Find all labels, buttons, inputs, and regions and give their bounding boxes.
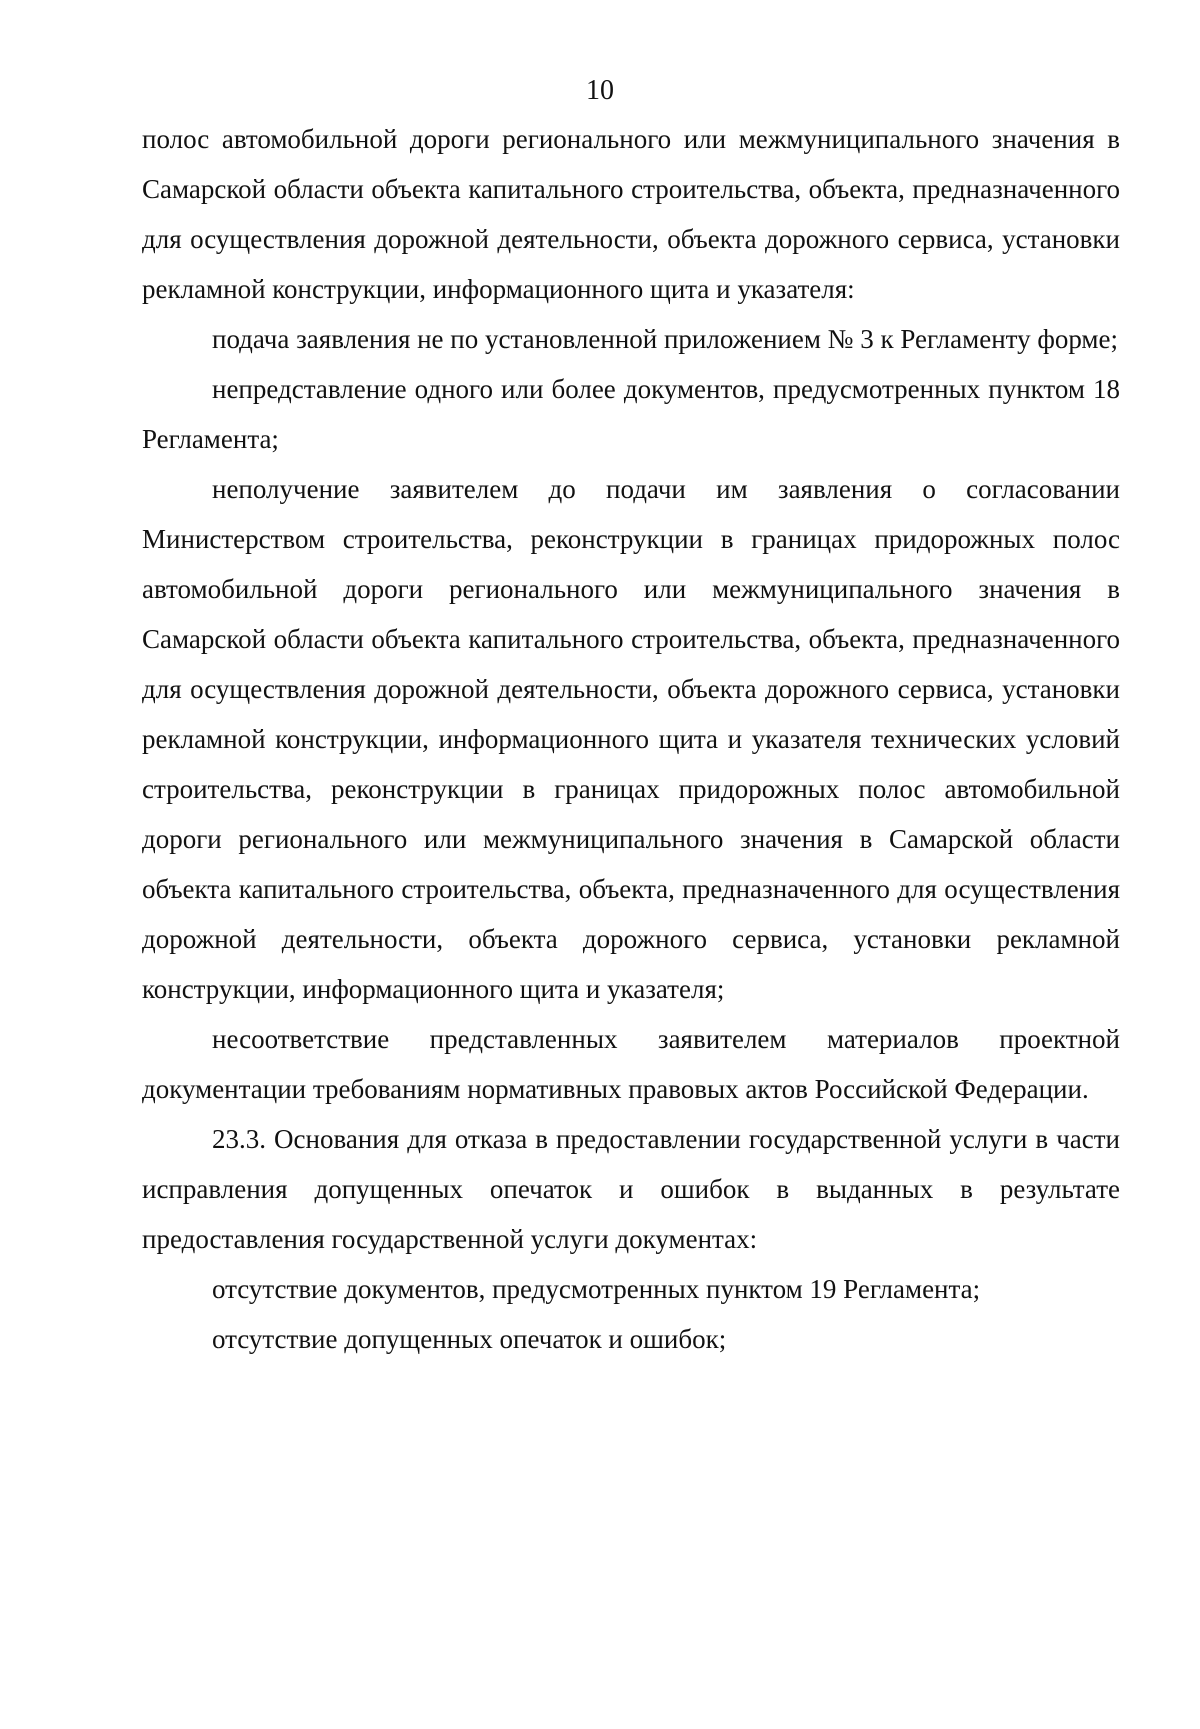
page-number: 10 xyxy=(586,75,614,106)
paragraph-4: неполучение заявителем до подачи им заявления о согласовании Министерством строительства, реконструкции в границах придорожных полос автомобильной дороги регионального или межмуниципального значения в Самарской области объекта капитального строительства, объекта, предназначенного для осуществления дорожной деятельности, объекта дорожного сервиса, установки рекламной конструкции, информационного щита и указателя технических условий строительства, реконструкции в границах придорожных полос автомобильной дороги регионального или межмуниципального значения в Самарской области объекта капитального строительства, объекта, предназначенного для осуществления дорожной деятельности, объекта дорожного сервиса, установки рекламной конструкции, информационного щита и указателя; xyxy=(142,474,1120,1004)
document-body xyxy=(142,114,1120,1364)
paragraph-6: 23.3. Основания для отказа в предоставлении государственной услуги в части исправления допущенных опечаток и ошибок в выданных в результате предоставления государственной услуги документах: xyxy=(142,1124,1120,1254)
paragraph-3: непредставление одного или более документов, предусмотренных пунктом 18 Регламента; xyxy=(142,374,1120,454)
paragraph-5: несоответствие представленных заявителем материалов проектной документации требованиям нормативных правовых актов Российской Федерации. xyxy=(142,1024,1120,1104)
paragraph-8: отсутствие допущенных опечаток и ошибок; xyxy=(212,1324,727,1354)
paragraph-1: полос автомобильной дороги регионального или межмуниципального значения в Самарской области объекта капитального строительства, объекта, предназначенного для осуществления дорожной деятельности, объекта дорожного сервиса, установки рекламной конструкции, информационного щита и указателя: xyxy=(142,124,1120,304)
paragraph-7: отсутствие документов, предусмотренных пунктом 19 Регламента; xyxy=(212,1274,981,1304)
paragraph-2: подача заявления не по установленной приложением № 3 к Регламенту форме; xyxy=(212,324,1118,354)
